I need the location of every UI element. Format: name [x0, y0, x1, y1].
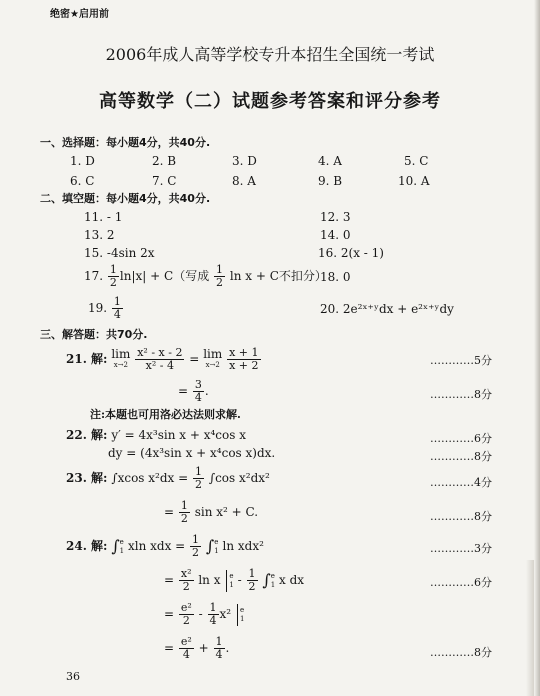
q21-line2: = $\frac{3}{4}$ .: [178, 378, 209, 404]
q24-label: 24. 解:: [66, 539, 108, 553]
q23-half: $\frac{1}{2}$: [195, 465, 202, 491]
q24-integral-left: xln xdx =: [127, 539, 186, 553]
fill-answer-13: 13. 2: [84, 228, 115, 242]
q24-line4: = $\frac{\text{e²}}{4}$ + $\frac{1}{4}$ .: [164, 635, 230, 661]
mc-answer-10: 10. A: [398, 174, 430, 188]
q17-fraction-alt: $\frac{1}{2}$: [216, 263, 224, 289]
q24-quarter: $\frac{1}{4}$: [209, 601, 217, 627]
q24-x-squared: x²: [219, 607, 232, 621]
page-edge: [534, 0, 540, 696]
answer-key-title: 高等数学（二）试题参考答案和评分参考: [99, 91, 441, 112]
q22-label: 22. 解:: [66, 428, 108, 442]
q19-number: 19.: [88, 301, 108, 315]
q23-half-2: $\frac{1}{2}$: [180, 499, 188, 525]
q24-e2-over-2: $\frac{\text{e²}}{2}$: [180, 601, 192, 627]
q24-line1: 24. 解: ∫ e 1 xln xdx = $\frac{1}{2}$ ∫ e 1 ln xdx²: [66, 533, 264, 559]
fill-answer-16: 16. 2(x - 1): [318, 246, 384, 260]
q24-line3: = $\frac{\text{e²}}{2}$ - $\frac{1}{4}$ x² e 1: [164, 601, 245, 627]
mc-answer-9: 9. B: [318, 174, 343, 188]
q23-line2: = $\frac{1}{2}$ sin x² + C.: [164, 499, 259, 525]
q24-quarter-2: $\frac{1}{4}$: [215, 635, 223, 661]
q24-ln-x: ln x: [198, 573, 221, 587]
fill-answer-12: 12. 3: [320, 210, 351, 224]
q23-score-8: …………8分: [430, 510, 492, 523]
q21-result: $\frac{3}{4}$: [194, 378, 202, 404]
q24-score-8: …………8分: [430, 646, 492, 659]
q24-score-6: …………6分: [430, 576, 492, 589]
q21-fraction-2: $\frac{x + 1}{x + 2}$: [229, 346, 259, 372]
q24-line2: = $\frac{\text{x²}}{2}$ ln x e 1 - $\frac{1}{2}$ ∫ e 1 x dx: [164, 567, 305, 593]
q23-label: 23. 解:: [66, 471, 108, 485]
q17-fraction: $\frac{1}{2}$: [109, 263, 117, 289]
q24-x-dx: x dx: [278, 573, 305, 587]
mc-answer-1: 1. D: [70, 154, 95, 168]
fill-answer-14: 14. 0: [320, 228, 351, 242]
mc-answer-4: 4. A: [318, 154, 342, 168]
q21-score-5: …………5分: [430, 354, 492, 367]
q24-integral-right: ln xdx²: [222, 539, 264, 553]
q17-tail: ln x + C不扣分）: [229, 269, 327, 283]
q21-fraction-1: $\frac{\text{x² - x - 2}}{\text{x² - 4}}$: [137, 346, 183, 372]
q21-line1: 21. 解: lim x→2 $\frac{\text{x² - x - 2}}{\text{x² - 4}}$ = lim x→2 $\frac{x + 1}{x + 2}$: [66, 346, 259, 372]
q23-integral-left: ∫xcos x²dx =: [111, 471, 189, 485]
q23-integral-right: ∫cos x²dx²: [208, 471, 270, 485]
q23-result: sin x² + C.: [194, 505, 259, 519]
page-edge-shadow: [526, 560, 534, 696]
q24-e2-over-4: $\frac{\text{e²}}{4}$: [180, 635, 192, 661]
section3-heading: 三、解答题：共70分.: [40, 328, 148, 341]
mc-answer-2: 2. B: [152, 154, 177, 168]
q22-line1: [66, 428, 246, 442]
fill-answer-20: 20. 2e²ˣ⁺ʸdx + e²ˣ⁺ʸdy: [320, 302, 454, 316]
q17-number: 17.: [84, 269, 104, 283]
mc-answer-3: 3. D: [232, 154, 257, 168]
q21-note: 注:本题也可用洛必达法则求解.: [90, 408, 241, 421]
fill-answer-15: 15. -4sin 2x: [84, 246, 155, 260]
confidential-tag: 绝密★启用前: [50, 9, 109, 20]
mc-answer-5: 5. C: [404, 154, 429, 168]
fill-answer-18: 18. 0: [320, 270, 351, 284]
mc-answer-6: 6. C: [70, 174, 95, 188]
q21-limit: lim x→2: [111, 346, 131, 369]
mc-answer-7: 7. C: [152, 174, 177, 188]
page-number: 36: [66, 670, 80, 683]
q21-limit-2: lim x→2: [203, 346, 223, 369]
q24-score-3: …………3分: [430, 542, 492, 555]
fill-answer-19: [88, 294, 124, 322]
q19-fraction: $\frac{1}{4}$: [113, 295, 121, 321]
q24-half-3: $\frac{1}{2}$: [248, 567, 256, 593]
q24-x2-over-2: $\frac{\text{x²}}{2}$: [180, 567, 192, 593]
q22-score-8: …………8分: [430, 450, 492, 463]
q23-score-4: …………4分: [430, 476, 492, 489]
section2-heading: 二、填空题：每小题4分，共40分.: [40, 192, 211, 205]
exam-title: 2006年成人高等学校专升本招生全国统一考试: [105, 45, 435, 64]
fill-answer-17: [84, 262, 327, 290]
fill-answer-11: 11. - 1: [84, 210, 123, 224]
q22-score-6: …………6分: [430, 432, 492, 445]
q17-expression: ln|x| + C（写成: [119, 269, 210, 283]
q21-label: 21. 解:: [66, 352, 108, 366]
q24-half: $\frac{1}{2}$: [192, 533, 200, 559]
q23-line1: [66, 464, 270, 492]
section1-heading: 一、选择题：每小题4分，共40分.: [40, 136, 211, 149]
q22-differential: dy = (4x³sin x + x⁴cos x)dx.: [108, 446, 276, 460]
q22-derivative: y′ = 4x³sin x + x⁴cos x: [111, 428, 246, 442]
mc-answer-8: 8. A: [232, 174, 256, 188]
q21-score-8: …………8分: [430, 388, 492, 401]
